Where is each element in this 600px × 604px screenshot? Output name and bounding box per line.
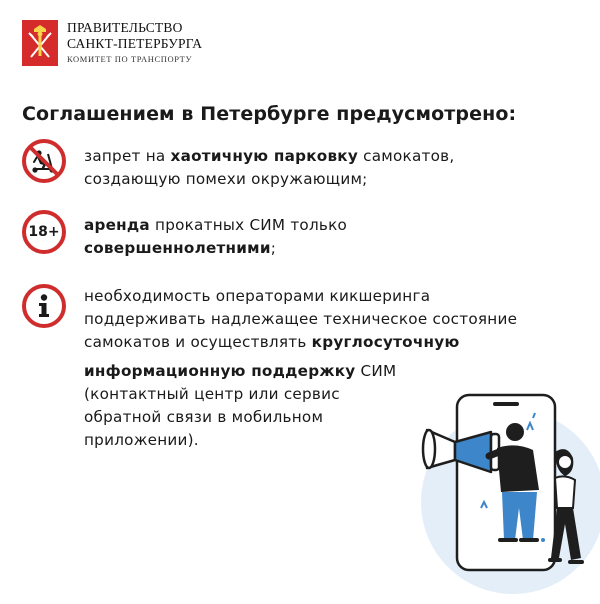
- no-scooter-icon: [22, 139, 66, 183]
- item2-text: [84, 214, 347, 260]
- item1-line1: запрет на хаотичную парковку самокатов,: [84, 147, 455, 165]
- item3-line4: информационную поддержку СИМ: [84, 362, 397, 380]
- item1-line2: создающую помехи окружающим;: [84, 170, 368, 188]
- org-line2: САНКТ-ПЕТЕРБУРГА: [67, 36, 203, 51]
- info-icon: [22, 284, 66, 328]
- spb-emblem-icon: [22, 20, 58, 66]
- item3-line5: (контактный центр или сервис: [84, 385, 340, 403]
- item3-line3: самокатов и осуществлять круглосуточную: [84, 333, 460, 351]
- megaphone-illustration: [405, 390, 600, 600]
- item2-line2: совершеннолетними;: [84, 239, 277, 257]
- org-line3: КОМИТЕТ ПО ТРАНСПОРТУ: [67, 54, 193, 64]
- item3-line7: приложении).: [84, 431, 199, 449]
- item3-line2: поддерживать надлежащее техническое состояние: [84, 310, 518, 328]
- org-line1: ПРАВИТЕЛЬСТВО: [67, 20, 183, 35]
- item3-line1: необходимость операторами кикшеринга: [84, 287, 431, 305]
- age-18-label: 18+: [28, 224, 60, 240]
- item1-text: [84, 145, 454, 191]
- page-title: Соглашением в Петербурге предусмотрено:: [22, 103, 517, 125]
- header: [22, 20, 202, 66]
- item2-line1: аренда прокатных СИМ только: [84, 216, 348, 234]
- organization-name: [67, 20, 202, 66]
- item3-line6: обратной связи в мобильном: [84, 408, 324, 426]
- age-18-icon: [22, 210, 66, 254]
